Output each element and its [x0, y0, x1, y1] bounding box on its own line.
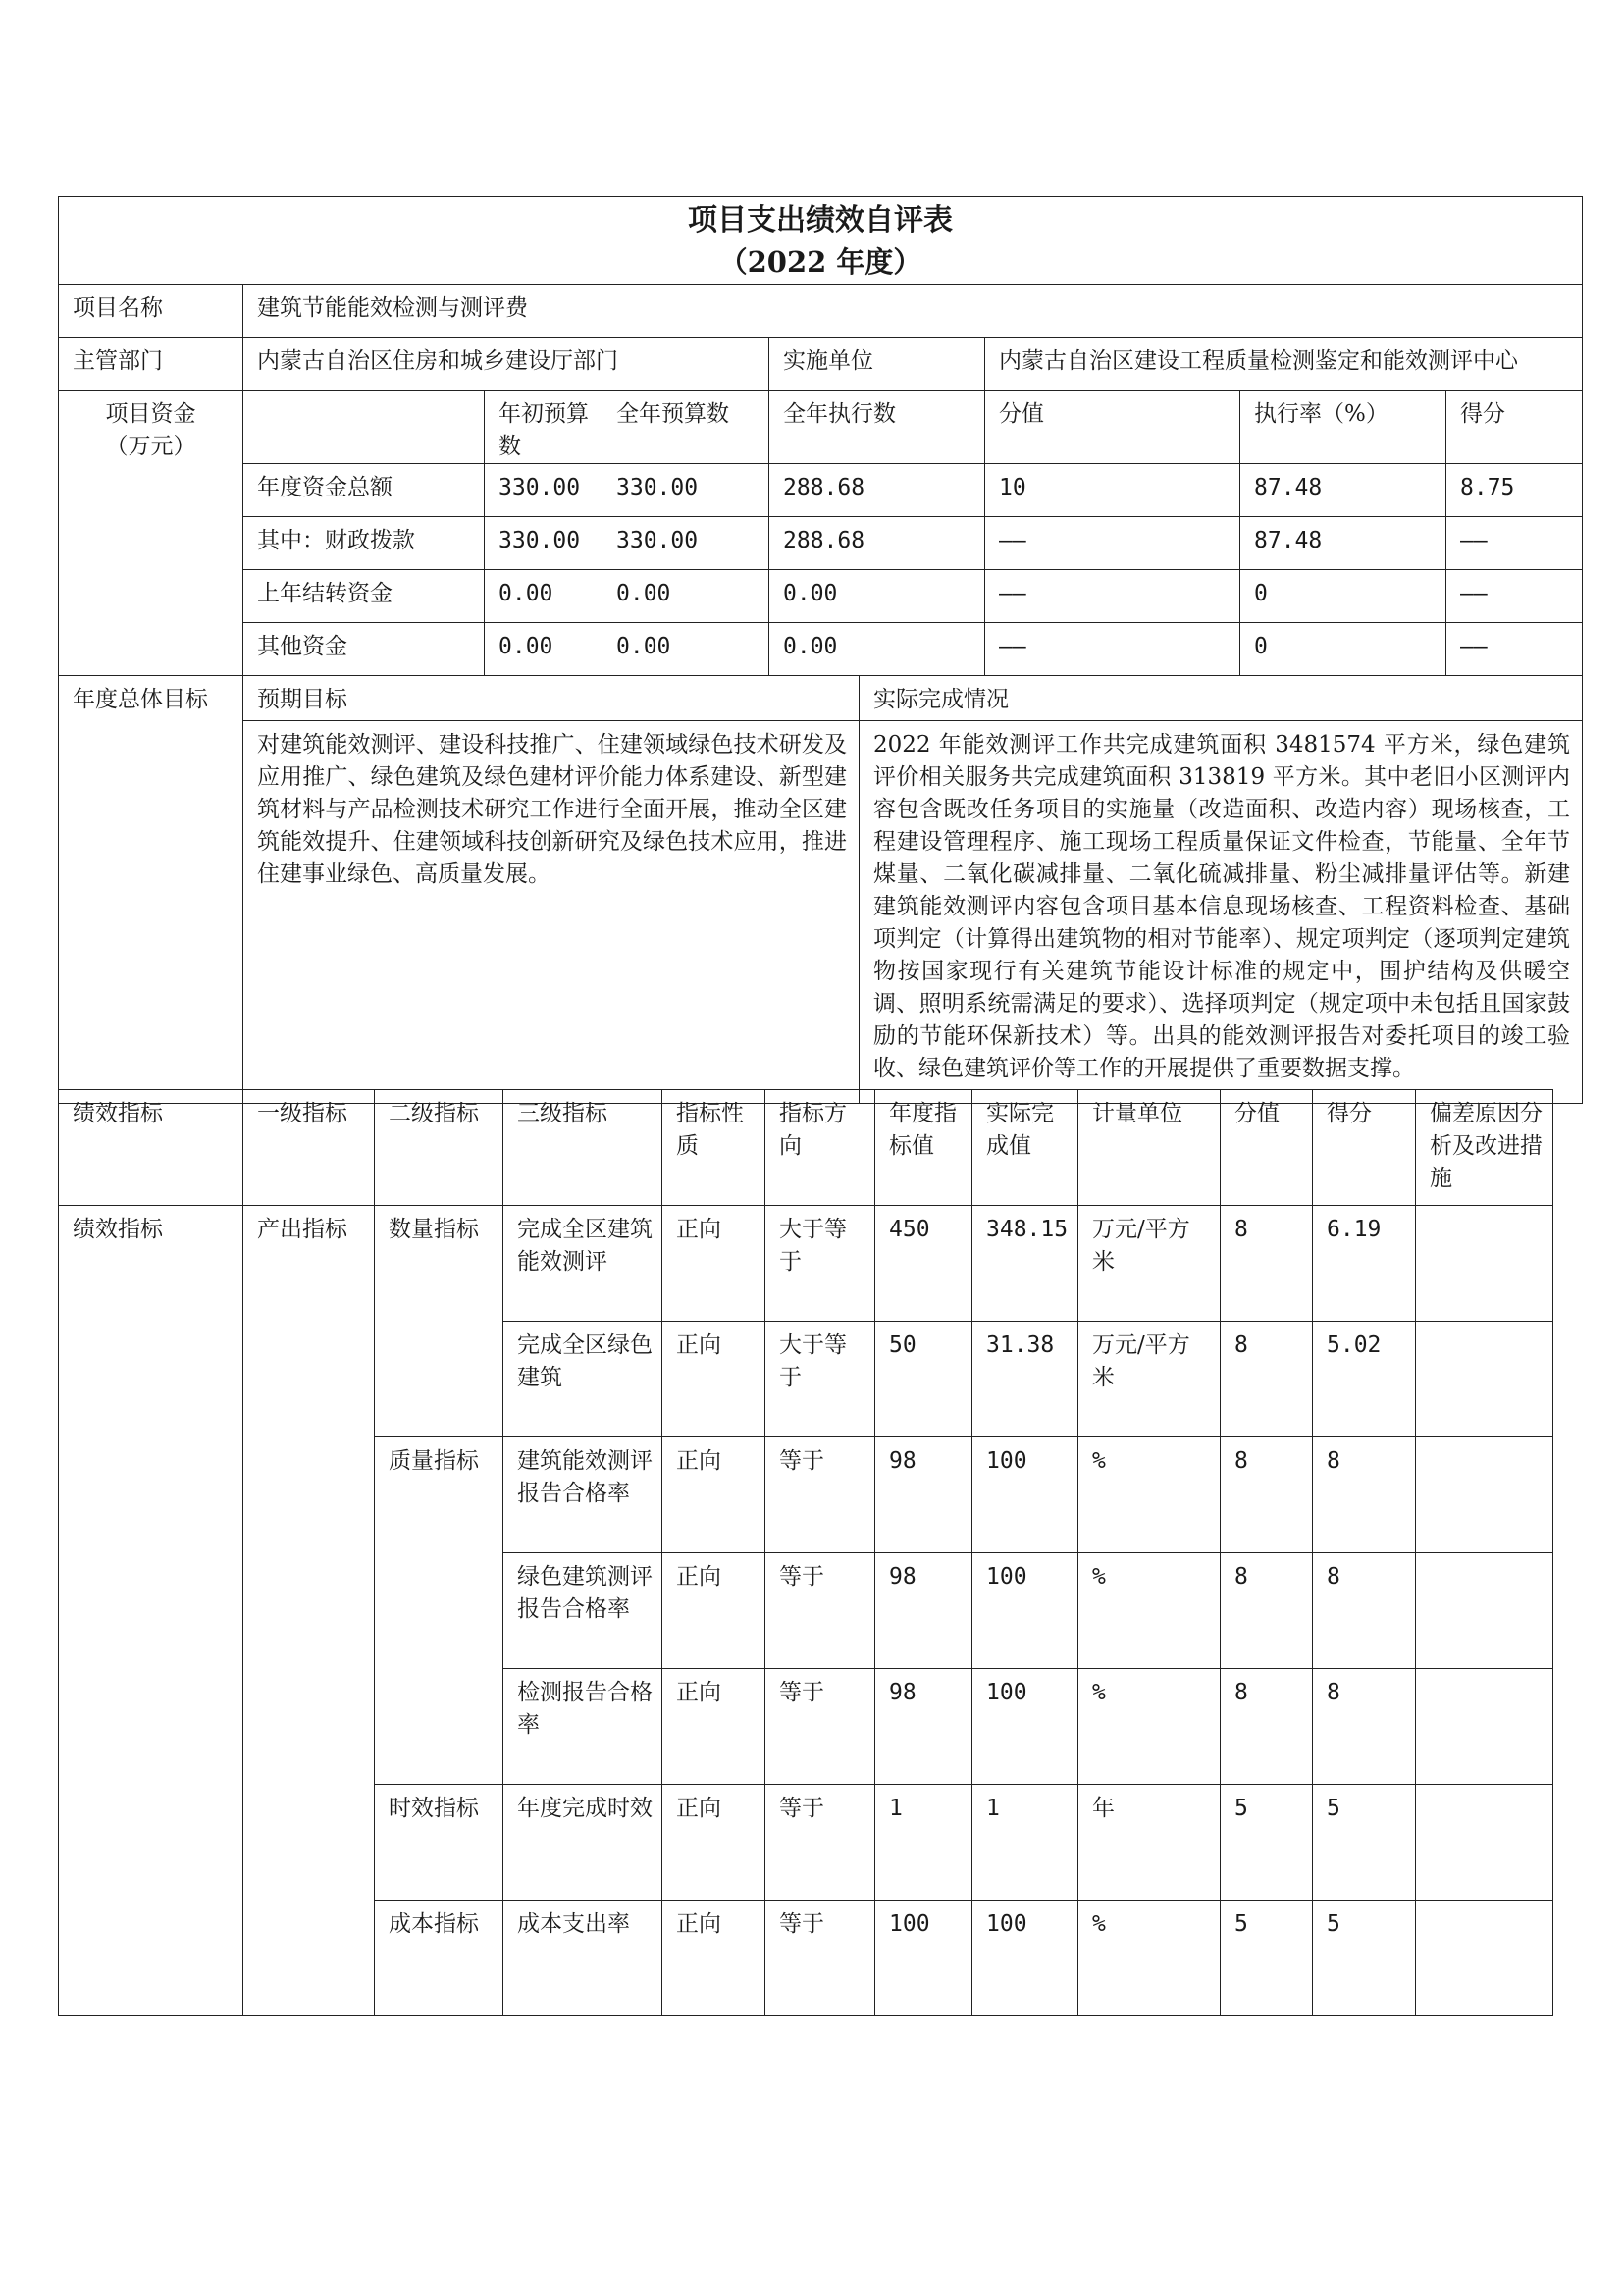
indicator-unit: % [1078, 1901, 1221, 2016]
indicator-actual: 100 [972, 1901, 1078, 2016]
indicator-note [1416, 1437, 1553, 1553]
indicator-note [1416, 1206, 1553, 1322]
funds-row-score-value: 10 [985, 464, 1240, 517]
indicator-name: 年度完成时效 [503, 1785, 662, 1901]
funds-row-score: —— [1446, 623, 1583, 676]
indicator-score-value: 8 [1221, 1206, 1313, 1322]
indicator-name: 检测报告合格率 [503, 1669, 662, 1785]
indicator-direction: 等于 [765, 1553, 875, 1669]
funds-header-score: 得分 [1446, 391, 1583, 464]
indicator-score: 5.02 [1313, 1322, 1416, 1437]
indicator-header-target: 年度指标值 [875, 1090, 972, 1206]
project-name-label: 项目名称 [59, 285, 243, 338]
funds-row-rate: 87.48 [1240, 517, 1446, 570]
dept-label: 主管部门 [59, 338, 243, 391]
funds-row-score-value: —— [985, 623, 1240, 676]
expected-goal-label: 预期目标 [243, 676, 860, 721]
performance-indicator-table [58, 1089, 1553, 2016]
indicator-header-level3: 三级指标 [503, 1090, 662, 1206]
indicator-unit: 万元/平方米 [1078, 1322, 1221, 1437]
indicator-target: 1 [875, 1785, 972, 1901]
funds-row-initial: 330.00 [485, 517, 602, 570]
funds-row-score-value: —— [985, 517, 1240, 570]
indicator-header-level2: 二级指标 [375, 1090, 503, 1206]
project-name-value: 建筑节能能效检测与测评费 [243, 285, 1583, 338]
funds-row-executed: 0.00 [769, 570, 985, 623]
indicator-direction: 大于等于 [765, 1322, 875, 1437]
indicator-header-actual: 实际完成值 [972, 1090, 1078, 1206]
indicator-score-value: 8 [1221, 1669, 1313, 1785]
funds-row-name: 年度资金总额 [243, 464, 485, 517]
page-subtitle: （2022 年度） [718, 245, 922, 279]
funds-label: 项目资金 （万元） [59, 391, 243, 676]
funds-row-annual: 0.00 [602, 623, 769, 676]
funds-row-score: 8.75 [1446, 464, 1583, 517]
table-title-cell [59, 197, 1583, 285]
indicator-direction: 大于等于 [765, 1206, 875, 1322]
indicator-nature: 正向 [662, 1785, 765, 1901]
indicator-target: 100 [875, 1901, 972, 2016]
indicator-name: 建筑能效测评报告合格率 [503, 1437, 662, 1553]
indicator-level2: 成本指标 [375, 1901, 503, 2016]
indicator-score-value: 8 [1221, 1553, 1313, 1669]
indicator-note [1416, 1785, 1553, 1901]
indicator-score: 8 [1313, 1553, 1416, 1669]
funds-row-initial: 0.00 [485, 623, 602, 676]
actual-result-text: 2022 年能效测评工作共完成建筑面积 3481574 平方米，绿色建筑评价相关服务共完成建筑面积 313819 平方米。其中老旧小区测评内容包含既改任务项目的实施量（改造面积、改造内容）现场核查，工程建设管理程序、施工现场工程质量保证文件检查，节能量、全年节煤量、二氧化碳减排量、二氧化硫减排量、粉尘减排量评估等。新建建筑能效测评内容包含项目基本信息现场核查、工程资料检查、基础项判定（计算得出建筑物的相对节能率）、规定项判定（逐项判定建筑物按国家现行有关建筑节能设计标准的规定中，围护结构及供暖空调、照明系统需满足的要求）、选择项判定（规定项中未包括且国家鼓励的节能环保新技术）等。出具的能效测评报告对委托项目的竣工验收、绿色建筑评价等工作的开展提供了重要数据支撑。 [860, 721, 1583, 1104]
funds-header-annual: 全年预算数 [602, 391, 769, 464]
indicator-nature: 正向 [662, 1322, 765, 1437]
unit-label: 实施单位 [769, 338, 985, 391]
indicator-header-deviation: 偏差原因分析及改进措施 [1416, 1090, 1553, 1206]
indicator-actual: 348.15 [972, 1206, 1078, 1322]
indicator-level1: 产出指标 [243, 1206, 375, 2016]
indicator-score: 8 [1313, 1669, 1416, 1785]
funds-header-score-value: 分值 [985, 391, 1240, 464]
indicator-note [1416, 1901, 1553, 2016]
table-row [59, 1206, 1553, 1322]
self-evaluation-table [58, 196, 1583, 1104]
funds-row-rate: 0 [1240, 570, 1446, 623]
funds-header-executed: 全年执行数 [769, 391, 985, 464]
indicator-unit: % [1078, 1669, 1221, 1785]
indicator-score: 5 [1313, 1901, 1416, 2016]
indicator-nature: 正向 [662, 1437, 765, 1553]
funds-row-name: 上年结转资金 [243, 570, 485, 623]
funds-row-score: —— [1446, 570, 1583, 623]
funds-row-rate: 0 [1240, 623, 1446, 676]
indicator-unit: 年 [1078, 1785, 1221, 1901]
indicator-score: 6.19 [1313, 1206, 1416, 1322]
unit-value: 内蒙古自治区建设工程质量检测鉴定和能效测评中心 [985, 338, 1583, 391]
indicator-target: 450 [875, 1206, 972, 1322]
funds-row-annual: 330.00 [602, 464, 769, 517]
indicator-header-score-value: 分值 [1221, 1090, 1313, 1206]
indicator-nature: 正向 [662, 1206, 765, 1322]
funds-row [59, 570, 1583, 623]
indicator-nature: 正向 [662, 1669, 765, 1785]
indicator-direction: 等于 [765, 1669, 875, 1785]
indicator-actual: 100 [972, 1553, 1078, 1669]
actual-result-label: 实际完成情况 [860, 676, 1583, 721]
funds-row-name: 其他资金 [243, 623, 485, 676]
indicator-name: 完成全区建筑能效测评 [503, 1206, 662, 1322]
indicator-name: 完成全区绿色建筑 [503, 1322, 662, 1437]
indicator-actual: 31.38 [972, 1322, 1078, 1437]
indicator-score-value: 8 [1221, 1437, 1313, 1553]
indicator-target: 98 [875, 1437, 972, 1553]
funds-header-rate: 执行率（%） [1240, 391, 1446, 464]
indicator-target: 98 [875, 1669, 972, 1785]
indicator-note [1416, 1553, 1553, 1669]
indicator-header-direction: 指标方向 [765, 1090, 875, 1206]
indicator-direction: 等于 [765, 1901, 875, 2016]
funds-row-executed: 288.68 [769, 464, 985, 517]
funds-row-name: 其中：财政拨款 [243, 517, 485, 570]
indicator-direction: 等于 [765, 1437, 875, 1553]
page-title: 项目支出绩效自评表 [688, 203, 953, 237]
indicator-header-score: 得分 [1313, 1090, 1416, 1206]
indicator-score-value: 5 [1221, 1785, 1313, 1901]
funds-row-initial: 330.00 [485, 464, 602, 517]
indicator-target: 98 [875, 1553, 972, 1669]
goals-label: 年度总体目标 [59, 676, 243, 1104]
indicator-score-value: 5 [1221, 1901, 1313, 2016]
indicator-name: 成本支出率 [503, 1901, 662, 2016]
indicator-name: 绿色建筑测评报告合格率 [503, 1553, 662, 1669]
funds-row-annual: 330.00 [602, 517, 769, 570]
funds-row-score-value: —— [985, 570, 1240, 623]
indicator-target: 50 [875, 1322, 972, 1437]
expected-goal-text: 对建筑能效测评、建设科技推广、住建领域绿色技术研发及应用推广、绿色建筑及绿色建材评价能力体系建设、新型建筑材料与产品检测技术研究工作进行全面开展，推动全区建筑能效提升、住建领域科技创新研究及绿色技术应用，推进住建事业绿色、高质量发展。 [243, 721, 860, 1104]
indicator-score: 5 [1313, 1785, 1416, 1901]
indicator-unit: % [1078, 1553, 1221, 1669]
indicator-level2: 质量指标 [375, 1437, 503, 1785]
funds-row [59, 464, 1583, 517]
indicator-section-label: 绩效指标 [59, 1206, 243, 2016]
funds-header-blank [243, 391, 485, 464]
indicator-direction: 等于 [765, 1785, 875, 1901]
indicator-header-nature: 指标性质 [662, 1090, 765, 1206]
funds-row-annual: 0.00 [602, 570, 769, 623]
funds-row-rate: 87.48 [1240, 464, 1446, 517]
indicator-actual: 100 [972, 1437, 1078, 1553]
indicator-score-value: 8 [1221, 1322, 1313, 1437]
funds-row [59, 517, 1583, 570]
indicator-unit: % [1078, 1437, 1221, 1553]
indicator-level2: 数量指标 [375, 1206, 503, 1437]
indicator-score: 8 [1313, 1437, 1416, 1553]
indicator-nature: 正向 [662, 1901, 765, 2016]
funds-row-executed: 0.00 [769, 623, 985, 676]
funds-row-initial: 0.00 [485, 570, 602, 623]
indicator-level2: 时效指标 [375, 1785, 503, 1901]
indicator-header-level1: 一级指标 [243, 1090, 375, 1206]
indicator-header-unit: 计量单位 [1078, 1090, 1221, 1206]
funds-row-executed: 288.68 [769, 517, 985, 570]
indicator-nature: 正向 [662, 1553, 765, 1669]
indicator-unit: 万元/平方米 [1078, 1206, 1221, 1322]
funds-row [59, 623, 1583, 676]
indicator-note [1416, 1322, 1553, 1437]
indicator-header-row [59, 1090, 1553, 1206]
indicator-actual: 1 [972, 1785, 1078, 1901]
dept-value: 内蒙古自治区住房和城乡建设厅部门 [243, 338, 769, 391]
indicator-note [1416, 1669, 1553, 1785]
indicator-actual: 100 [972, 1669, 1078, 1785]
funds-header-initial: 年初预算数 [485, 391, 602, 464]
indicator-header-label: 绩效指标 [59, 1090, 243, 1206]
funds-row-score: —— [1446, 517, 1583, 570]
